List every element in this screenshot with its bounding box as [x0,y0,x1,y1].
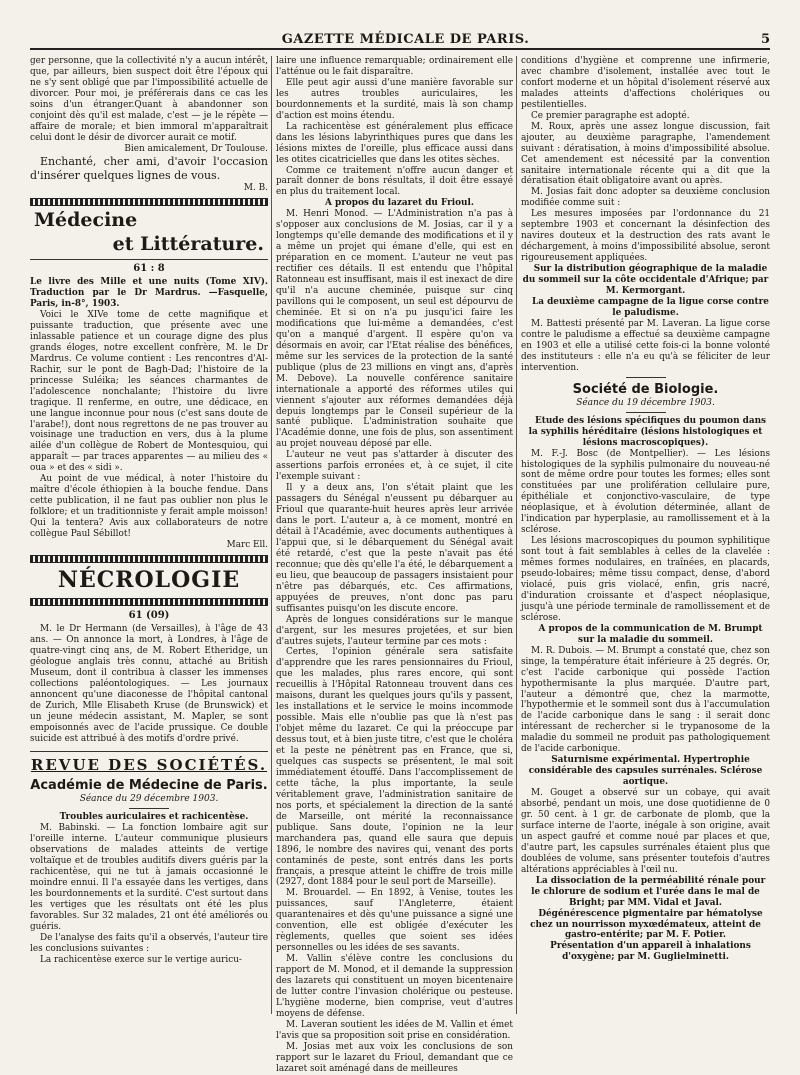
section-heading: Médecine [34,209,138,232]
paragraph: M. Battesti présenté par M. Laveran. La ligue corse contre le paludisme a effectué sa deuxième campagne en 1903 et elle a utilisé cette fois-ci la bonne volonté des instituteurs : elle n'a eu qu'à se féliciter de leur intervention. [521,318,770,373]
signature: M. B. [243,183,268,194]
paragraph: M. Brouardel. — En 1892, à Venise, toutes les puissances, sauf l'Angleterre, étaient quarantenaires et dès qu'une puissance a signé une convention, elle est obligée d'exécuter les règlements, quelles que soient ses idées personnelles ou les idées de ses savants. [276,888,513,954]
section-heading: NÉCROLOGIE [57,566,241,593]
ornamental-rule [30,555,268,563]
column-1 [30,56,268,1014]
paragraph: laire une influence remarquable; ordinairement elle l'atténue ou le fait disparaître. [276,56,513,77]
paragraph: Les lésions macroscopiques du poumon syphilitique sont tout à fait semblables à celles de la clavelée : mêmes formes nodulaires, en traînées, en placards, pseudo-lobaires; même tissu compact, dense, d'abord violacé, puis gris violacé, enfin, gris nacré, d'induration croissante et d'aspect néoplasique, jusqu'à une période terminale de ramollissement et de sclérose. [521,536,770,623]
paragraph: M. Vallin s'élève contre les conclusions du rapport de M. Monod, et il demande la suppression des lazarets qui constituent un moyen bicentenaire de lutter contre l'invasion cholérique ou pesteuse. L'hygiène moderne, bien comprise, veut d'autres moyens de défense. [276,954,513,1019]
page-number: 5 [760,32,770,47]
classification-number: 61 : 8 [133,262,165,274]
paragraph: La rachicentèse est généralement plus efficace dans les lésions labyrinthiques pures que dans les lésions mixtes de l'oreille, plus efficace aussi dans les otites cicatricielles que dans les otites sèches. [276,121,513,165]
signature: Marc Ell. [226,539,268,550]
paragraph: M. Roux, après une assez longue discussion, fait ajouter, au deuxième paragraphe, l'amendement suivant : dératisation, à moins d'impossibilité absolue. Cet amendement est nécessité par la convention sanitaire internationale récente qui a dit que la dératisation était obligatoire avant ou après. [521,121,770,187]
article-title: Troubles auriculaires et rachicentèse. [59,812,249,823]
paragraph: Comme ce traitement n'offre aucun danger et paraît donner de bons résultats, il doit être essayé en plus du traitement local. [276,165,513,198]
society-heading: Société de Biologie. [572,381,719,397]
ornamental-rule [30,598,268,606]
article-title: La dissociation de la perméabilité rénale pour le chlorure de sodium et l'urée dans le mal de Bright; par MM. Vidal et Javal. [531,875,766,908]
paragraph: Les mesures imposées par l'ordonnance du 21 septembre 1903 et concernant la désinfection des navires douteux et la destruction des rats avant le déchargement, à moins d'impossibilité absolue, seront rigoureusement appliquées. [521,209,770,264]
session-date: Séance du 19 décembre 1903. [576,397,715,408]
signature: Bien amicalement, Dr Toulouse. [124,143,268,154]
session-date: Séance du 29 décembre 1903. [79,794,219,805]
page-header [30,30,770,50]
article-title: Etude des lésions spécifiques du poumon dans la syphilis héréditaire (lésions histologiques et lésions macroscopiques). [528,415,767,448]
column-divider [271,56,272,1014]
classification-number: 61 (09) [128,609,170,621]
paragraph: ger personne, que la collectivité n'y a aucun intérêt, que, par ailleurs, bien suspect doit être l'époux qui ne s'y sent obligé que par l'impossibilité actuelle de divorcer. Pour moi, je préférerais dans ce cas les soins d'un étranger.Quant à abandonner son conjoint dès qu'il est malade, c'est — je le répète — affaire de morale; et bien immoral m'apparaîtrait celui dont le désir de divorcer aurait ce motif. [30,56,268,143]
article-title: Dégénérescence pigmentaire par hématolyse chez un nourrisson myxœdémateux, atteint de gastro-entérite; par M. F. Potier. [530,908,763,941]
section-heading: REVUE DES SOCIÉTÉS. [30,755,268,774]
paragraph: M. Henri Monod. — L'Administration n'a pas à s'opposer aux conclusions de M. Josias, car il y a longtemps qu'elle demande des modifications et il y a même un projet qui émane d'elle, qui est en préparation en ce moment. L'auteur ne veut pas rectifier ces détails. Il est entendu que l'hôpital Ratonneau est insuffisant, mais il est inexact de dire qu'il n'a aucune cheminée, puisque sur cinq pavillons qui le composent, un seul est dépourvu de cheminée. Et si on n'a pu jusqu'ici faire les modifications que lui-même a demandées, c'est qu'on a manqué d'argent. Il espère qu'on va désormais en avoir, car l'Etat réalise des bénéfices, même sur les services de la protection de la santé publique (plus de 23 millions en vingt ans, d'après M. Debove). La nouvelle conférence sanitaire internationale a apporté des réformes utiles qui viennent s'ajouter aux réformes demandées déjà depuis longtemps par le Conseil supérieur de la santé publique. L'administration souhaite que l'Académie donne, une fois de plus, son assentiment au projet nouveau déposé par elle. [276,209,513,450]
ornamental-rule [30,198,268,206]
journal-title: GAZETTE MÉDICALE DE PARIS. [281,32,530,47]
divider [30,751,268,752]
paragraph: M. Gouget a observé sur un cobaye, qui avait absorbé, pendant un mois, une dose quotidienne de 0 gr. 50 cent. à 1 gr. de carbonate de plomb, que la surface interne de l'aorte, inégale à son origine, avait un aspect gaufré et comme noué par places et que, d'autre part, les capsules surrénales étaient plus que doublées de volume, sans présenter toutefois d'autres altérations appréciables à l'œil nu. [521,788,770,875]
paragraph: M. R. Dubois. — M. Brumpt a constaté que, chez son singe, la température était inférieure à 25 degrés. Or, c'est l'acide carbonique qui possède l'action hypothermisante la plus marquée. D'autre part, l'auteur a démontré que, chez la marmotte, l'hypothermie et le sommeil sont dus à l'accumulation de l'acide carbonique dans le sang : il serait donc intéressant de rechercher si le trypanosome de la maladie du sommeil ne produit pas pathologiquement de l'acide carbonique. [521,645,770,755]
paragraph: Certes, l'opinion générale sera satisfaite d'apprendre que les rares pensionnaires du Frioul, que les malades, plus rares encore, qui sont recueillis à l'Hôpital Ratonneau trouvent dans ces maisons, durant les quelques jours qu'ils y passent, les installations et le service le moins incommode possible. Mais elle n'oublie pas que là n'est pas l'objet même du lazaret. Ce qui la préoccupe par dessus tout, et à bien juste titre, c'est que le choléra et la peste ne pénètrent pas en France, que si, quelques cas suspects se présentent, le mal soit immédiatement étouffé. Dans l'accomplissement de cette tâche, la plus importante, la seule véritablement grave, l'administration sanitaire de nos ports, et spécialement la direction de la santé de Marseille, ont mérité la reconnaissance publique. Sans doute, l'opinion ne la leur marchandera pas, quand elle saura que depuis 1896, le nombre des navires qui, venant des ports contaminés de peste, sont entrés dans les ports français, a presque atteint le chiffre de trois mille (2927, dont 1884 pour le seul port de Marseille). [276,647,513,888]
paragraph: Au point de vue médical, à noter l'histoire du maître d'école éthiopien à la bouche fendue. Dans cette publication, il ne faut pas oublier non plus le folklore; et un traditionniste y ferait ample moisson! Qui la tentera? Avis aux collaborateurs de notre collègue Paul Sébillot! [30,474,268,540]
paragraph: Voici le XIVe tome de cette magnifique et puissante traduction, que présente avec une inlassable patience et un courage digne des plus grands éloges, notre excellent confrère, M. le Dr Mardrus. Ce volume contient : Les rencontres d'Al-Rachir, sur le pont de Bagh-Dad; l'histoire de la princesse Suléika; les séances charmantes de l'adolescence nonchalante; l'histoire du livre tragique. Il renferme, en outre, une dédicace, en une langue inconnue pour nous (c'est sans doute de l'arabe!), dont nous regrettons de ne pas trouver au voisinage une traduction en vers, dus à la plume ailée d'un collègue de Robert de Montesquiou, qui apparaît — par traces apparentes — au milieu des « oua » et des « sidi ». [30,309,268,474]
paragraph: L'auteur ne veut pas s'attarder à discuter des assertions parfois erronées et, à ce sujet, il cite l'exemple suivant : [276,450,513,483]
paragraph: La rachicentèse exerce sur le vertige auricu- [40,954,242,965]
article-title: Saturnisme expérimental. Hypertrophie considérable des capsules surrénales. Sclérose aortique. [528,755,763,788]
society-heading: Académie de Médecine de Paris. [30,778,268,794]
divider [30,259,268,260]
divider [626,377,666,378]
paragraph: Il y a deux ans, l'on s'était plaint que les passagers du Sénégal n'eussent pu débarquer au Frioul que quarante-huit heures après leur arrivée dans le port. L'auteur a, à ce moment, montré en détail à l'Académie, avec documents authentiques à l'appui que, si le débarquement du Sénégal avait été retardé, c'est que la peste n'avait pas été reconnue; que dès qu'elle l'a été, le débarquement a eu lieu, que beaucoup de passagers insistaient pour n'être pas débarqués, etc. Ces affirmations, appuyées de preuves, n'ont donc pas paru suffisantes puisqu'on les discute encore. [276,483,513,614]
column-2 [276,56,513,1074]
divider [626,412,666,413]
paragraph: M. Josias fait donc adopter sa deuxième conclusion modifiée comme suit : [521,187,770,209]
divider [129,808,169,809]
paragraph: De l'analyse des faits qu'il a observés, l'auteur tire les conclusions suivantes : [30,932,268,954]
closing-note: Enchanté, cher ami, d'avoir l'occasion d'insérer quelques lignes de vous. [30,154,268,182]
paragraph: Elle peut agir aussi d'une manière favorable sur les autres troubles auriculaires, les bourdonnements et la surdité, mais là son champ d'action est moins étendu. [276,77,513,121]
book-title: Le livre des Mille et une nuits (Tome XIV). Traduction par le Dr Mardrus. —Fasquelle, Paris, in-8°, 1903. [30,277,268,310]
article-title: Présentation d'un appareil à inhalations d'oxygène; par M. Guglielminetti. [550,941,751,963]
section-heading: et Littérature. [112,232,264,255]
article-title: A propos de la communication de M. Brumpt sur la maladie du sommeil. [538,623,763,645]
paragraph: Après de longues considérations sur le manque d'argent, sur les mesures projetées, et sur bien d'autres sujets, l'auteur termine par ces mots : [276,614,513,647]
paragraph: M. le Dr Hermann (de Versailles), à l'âge de 43 ans. — On annonce la mort, à Londres, à l'âge de quatre-vingt cinq ans, de M. Robert Etheridge, un géologue anglais très connu, attaché au British Museum, dont il contribua à classer les immenses collections paléontologiques. — Les journaux annoncent qu'une diaconesse de l'hôpital cantonal de Zurich, Mlle Elisabeth Kruse (de Brunswick) et un jeune médecin assistant, M. Mapler, se sont empoisonnés avec de l'acide prussique. Ce double suicide est attribué à des motifs d'ordre privé. [30,624,268,744]
column-3 [521,56,770,1014]
article-title: Sur la distribution géographique de la maladie du sommeil sur la côte occidentale d'Afrique; par M. Kermorgant. [522,264,769,297]
article-title: La deuxième campagne de la ligue corse contre le paludisme. [532,296,769,318]
paragraph: M. F.-J. Bosc (de Montpellier). — Les lésions histologiques de la syphilis pulmonaire du nouveau-né sont de même ordre pour toutes les formes; elles sont constituées par une prolifération cellulaire pure, épithéliale et conjonctivo-vasculaire, de type néoplasique, et à évolution déterminée, allant de l'indication par hyperplasie, au ramollissement et à la sclérose. [521,448,770,536]
paragraph: M. Laveran soutient les idées de M. Vallin et émet l'avis que sa proposition soit prise en considération. [276,1019,513,1041]
paragraph: M. Babinski. — La fonction lombaire agit sur l'oreille interne. L'auteur communique plusieurs observations de malades atteints de vertige voltaïque et de troubles auditifs divers guéris par la rachicentèse, qui ne tut à jamais occasionné le moindre ennui. Il l'a essayée dans les vertiges, dans les bourdonnements et la surdité. C'est surtout dans les vertiges que les résultats ont été les plus favorables. Sur 32 malades, 21 ont été améliorés ou guéris. [30,823,268,932]
column-divider [516,56,517,1014]
paragraph: conditions d'hygiène et comprenne une infirmerie, avec chambre d'isolement, installée avec tout le confort moderne et un hôpital d'isolement réservé aux malades atteints d'affections cholériques ou pestilentielles. [521,56,770,110]
paragraph: Ce premier paragraphe est adopté. [531,110,690,121]
article-title: A propos du lazaret du Frioul. [325,198,474,209]
paragraph: M. Josias met aux voix les conclusions de son rapport sur le lazaret du Frioul, demandant que ce lazaret soit aménagé dans de meilleures [276,1041,513,1074]
